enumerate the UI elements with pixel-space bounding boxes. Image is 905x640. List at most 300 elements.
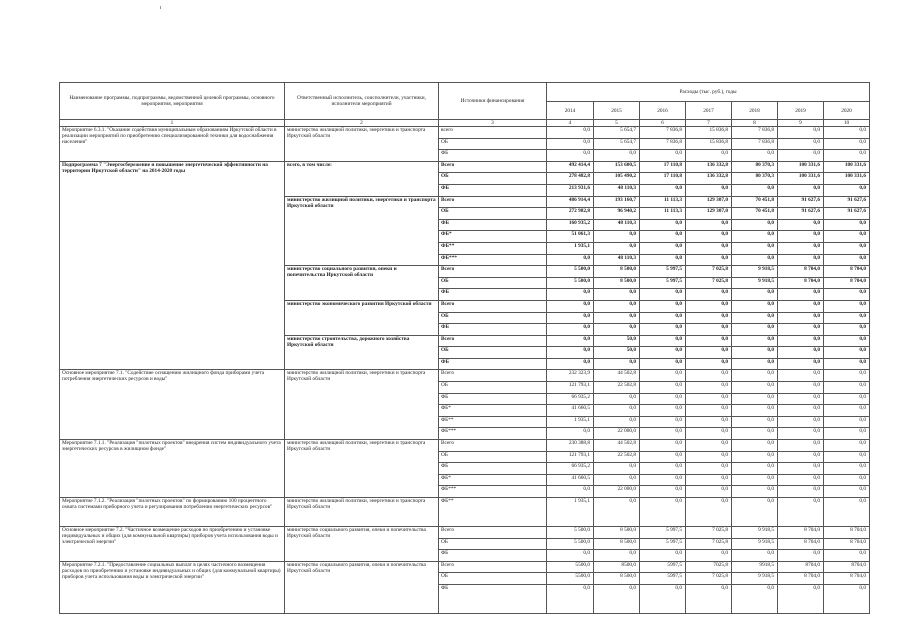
value-cell: 5500,0 bbox=[547, 573, 594, 585]
value-cell: 0,0 bbox=[640, 428, 686, 440]
scan-mark bbox=[160, 6, 161, 9]
value-cell: 0,0 bbox=[686, 440, 732, 452]
value-cell: 11 113,3 bbox=[640, 196, 686, 208]
source-cell: ОБ bbox=[439, 573, 547, 585]
value-cell: 5 500,0 bbox=[547, 527, 594, 539]
value-cell: 7 836,8 bbox=[640, 127, 686, 139]
program-name-cell: Основное мероприятие 7.1. "Содействие оснащению жилищного фонда приборами учета потребления энергетических ресурсов и воды" bbox=[60, 370, 285, 440]
value-cell: 70 451,8 bbox=[732, 208, 778, 220]
value-cell: 0,0 bbox=[824, 405, 870, 417]
source-cell: ОБ bbox=[439, 208, 547, 220]
value-cell: 0,0 bbox=[824, 428, 870, 440]
value-cell: 8 500,0 bbox=[594, 266, 640, 278]
value-cell: 0,0 bbox=[594, 405, 640, 417]
value-cell: 0,0 bbox=[732, 440, 778, 452]
column-index: 10 bbox=[824, 120, 870, 127]
value-cell: 0,0 bbox=[686, 312, 732, 324]
table-row bbox=[60, 127, 870, 139]
value-cell: 0,0 bbox=[732, 584, 778, 613]
value-cell: 0,0 bbox=[640, 405, 686, 417]
value-cell: 0,0 bbox=[778, 370, 824, 382]
value-cell: 7 025,8 bbox=[686, 573, 732, 585]
value-cell: 121 793,1 bbox=[547, 451, 594, 463]
value-cell: 0,0 bbox=[824, 312, 870, 324]
value-cell: 0,0 bbox=[732, 405, 778, 417]
value-cell: 9 918,5 bbox=[732, 527, 778, 539]
value-cell: 0,0 bbox=[686, 254, 732, 266]
value-cell: 0,0 bbox=[824, 498, 870, 527]
value-cell: 7 836,8 bbox=[732, 127, 778, 139]
source-cell: ОБ bbox=[439, 277, 547, 289]
responsible-cell: всего, в том числе: bbox=[285, 161, 439, 196]
year-header: 2018 bbox=[732, 102, 778, 120]
value-cell: 0,0 bbox=[640, 474, 686, 486]
responsible-cell: министерство жилищной политики, энергетики и транспорта Иркутской области bbox=[285, 370, 439, 440]
value-cell: 0,0 bbox=[732, 358, 778, 370]
source-cell: ФБ*** bbox=[439, 486, 547, 498]
value-cell: 22 000,0 bbox=[594, 486, 640, 498]
value-cell: 0,0 bbox=[778, 242, 824, 254]
source-cell: Всего bbox=[439, 196, 547, 208]
value-cell: 121 793,1 bbox=[547, 382, 594, 394]
source-cell: ФБ bbox=[439, 324, 547, 336]
value-cell: 0,0 bbox=[824, 382, 870, 394]
value-cell: 48 110,3 bbox=[594, 254, 640, 266]
value-cell: 0,0 bbox=[640, 312, 686, 324]
source-cell: ФБ bbox=[439, 393, 547, 405]
source-cell: ОБ bbox=[439, 138, 547, 150]
value-cell: 8500,0 bbox=[594, 561, 640, 573]
source-cell: ФБ* bbox=[439, 474, 547, 486]
value-cell: 0,0 bbox=[824, 358, 870, 370]
value-cell: 22 502,8 bbox=[594, 451, 640, 463]
program-name-cell: Подпрограмма 7 "Энергосбережение и повышение энергетической эффективности на территории Иркутской области" на 2014-2020 годы bbox=[60, 161, 285, 370]
value-cell: 7 025,8 bbox=[686, 538, 732, 550]
source-cell: ФБ* bbox=[439, 405, 547, 417]
year-header: 2020 bbox=[824, 102, 870, 120]
value-cell: 8 500,0 bbox=[594, 277, 640, 289]
value-cell: 9 918,5 bbox=[732, 538, 778, 550]
value-cell: 0,0 bbox=[732, 231, 778, 243]
source-cell: Всего bbox=[439, 266, 547, 278]
table-row bbox=[60, 498, 870, 527]
value-cell: 0,0 bbox=[640, 393, 686, 405]
header-name: Наименование программы, подпрограммы, ведомственной целевой программы, основного мероприятия, мероприятия bbox=[60, 83, 285, 120]
value-cell: 0,0 bbox=[824, 335, 870, 347]
value-cell: 0,0 bbox=[686, 584, 732, 613]
value-cell: 0,0 bbox=[594, 474, 640, 486]
table-row bbox=[60, 161, 870, 173]
value-cell: 0,0 bbox=[824, 463, 870, 475]
column-index: 3 bbox=[439, 120, 547, 127]
value-cell: 0,0 bbox=[640, 440, 686, 452]
value-cell: 0,0 bbox=[594, 289, 640, 301]
value-cell: 8 500,0 bbox=[594, 573, 640, 585]
value-cell: 153 600,5 bbox=[594, 161, 640, 173]
value-cell: 0,0 bbox=[547, 358, 594, 370]
table-row bbox=[60, 370, 870, 382]
value-cell: 0,0 bbox=[594, 550, 640, 562]
value-cell: 0,0 bbox=[686, 451, 732, 463]
value-cell: 0,0 bbox=[547, 335, 594, 347]
value-cell: 0,0 bbox=[824, 150, 870, 162]
value-cell: 8 704,0 bbox=[778, 277, 824, 289]
program-name-cell: Основное мероприятие 7.2. "Частичное возмещение расходов по приобретению и установке индивидуальных и общих (для коммунальной квартиры) приборов учета использования воды и электрической энергии" bbox=[60, 527, 285, 562]
value-cell: 1 935,1 bbox=[547, 498, 594, 527]
value-cell: 100 331,6 bbox=[824, 161, 870, 173]
value-cell: 5 500,0 bbox=[547, 277, 594, 289]
value-cell: 0,0 bbox=[778, 324, 824, 336]
value-cell: 0,0 bbox=[594, 312, 640, 324]
value-cell: 0,0 bbox=[640, 150, 686, 162]
value-cell: 5 997,5 bbox=[640, 538, 686, 550]
value-cell: 80 370,3 bbox=[732, 161, 778, 173]
column-index: 1 bbox=[60, 120, 285, 127]
source-cell: ОБ bbox=[439, 538, 547, 550]
value-cell: 0,0 bbox=[732, 150, 778, 162]
source-cell: ОБ bbox=[439, 451, 547, 463]
value-cell: 0,0 bbox=[686, 498, 732, 527]
value-cell: 486 914,4 bbox=[547, 196, 594, 208]
value-cell: 0,0 bbox=[732, 463, 778, 475]
value-cell: 0,0 bbox=[778, 550, 824, 562]
value-cell: 8 704,0 bbox=[824, 266, 870, 278]
budget-table-body bbox=[60, 127, 870, 614]
source-cell: Всего bbox=[439, 370, 547, 382]
value-cell: 0,0 bbox=[824, 416, 870, 428]
value-cell: 7 025,8 bbox=[686, 277, 732, 289]
value-cell: 5 997,5 bbox=[640, 527, 686, 539]
source-cell: ФБ** bbox=[439, 498, 547, 527]
value-cell: 5997,5 bbox=[640, 561, 686, 573]
value-cell: 0,0 bbox=[824, 289, 870, 301]
program-name-cell: Мероприятие 7.2.1. "Предоставление социальных выплат в целях частичного возмещения расходов по приобретению и установке индивидуальных и общих (для коммунальной квартиры) приборов учета использования воды и электрической энергии" bbox=[60, 561, 285, 613]
value-cell: 41 660,5 bbox=[547, 474, 594, 486]
value-cell: 0,0 bbox=[732, 370, 778, 382]
value-cell: 0,0 bbox=[732, 382, 778, 394]
table-row bbox=[60, 527, 870, 539]
value-cell: 0,0 bbox=[640, 242, 686, 254]
value-cell: 0,0 bbox=[686, 474, 732, 486]
value-cell: 0,0 bbox=[778, 300, 824, 312]
column-index: 5 bbox=[594, 120, 640, 127]
value-cell: 0,0 bbox=[594, 393, 640, 405]
value-cell: 5997,5 bbox=[640, 573, 686, 585]
value-cell: 80 370,3 bbox=[732, 173, 778, 185]
value-cell: 100 331,6 bbox=[824, 173, 870, 185]
source-cell: ФБ*** bbox=[439, 428, 547, 440]
value-cell: 0,0 bbox=[732, 428, 778, 440]
source-cell: ОБ bbox=[439, 312, 547, 324]
value-cell: 0,0 bbox=[778, 335, 824, 347]
value-cell: 66 935,2 bbox=[547, 463, 594, 475]
program-name-cell: Мероприятие 7.1.1. "Реализация "пилотных проектов" внедрения систем индивидуального учета энергетических ресурсов в жилищном фонде" bbox=[60, 440, 285, 498]
header-row bbox=[60, 83, 870, 102]
value-cell: 66 935,2 bbox=[547, 393, 594, 405]
value-cell: 5 500,0 bbox=[547, 538, 594, 550]
value-cell: 0,0 bbox=[824, 584, 870, 613]
value-cell: 0,0 bbox=[686, 416, 732, 428]
column-index-row bbox=[60, 120, 870, 127]
budget-table-sheet bbox=[59, 82, 869, 614]
value-cell: 15 836,8 bbox=[686, 138, 732, 150]
value-cell: 0,0 bbox=[732, 335, 778, 347]
source-cell: ОБ bbox=[439, 173, 547, 185]
value-cell: 17 110,8 bbox=[640, 173, 686, 185]
value-cell: 0,0 bbox=[640, 382, 686, 394]
value-cell: 9 918,5 bbox=[732, 266, 778, 278]
value-cell: 0,0 bbox=[547, 324, 594, 336]
table-row bbox=[60, 440, 870, 452]
value-cell: 0,0 bbox=[824, 231, 870, 243]
column-index: 4 bbox=[547, 120, 594, 127]
value-cell: 0,0 bbox=[686, 300, 732, 312]
value-cell: 0,0 bbox=[778, 312, 824, 324]
value-cell: 0,0 bbox=[778, 254, 824, 266]
value-cell: 0,0 bbox=[686, 486, 732, 498]
value-cell: 0,0 bbox=[824, 550, 870, 562]
value-cell: 96 940,2 bbox=[594, 208, 640, 220]
value-cell: 0,0 bbox=[824, 440, 870, 452]
responsible-cell: министерство жилищной политики, энергетики и транспорта Иркутской области bbox=[285, 498, 439, 527]
source-cell: ФБ bbox=[439, 289, 547, 301]
value-cell: 0,0 bbox=[732, 300, 778, 312]
value-cell: 0,0 bbox=[547, 127, 594, 139]
value-cell: 0,0 bbox=[547, 550, 594, 562]
value-cell: 7025,8 bbox=[686, 561, 732, 573]
source-cell: Всего bbox=[439, 561, 547, 573]
value-cell: 0,0 bbox=[778, 219, 824, 231]
value-cell: 136 332,8 bbox=[686, 161, 732, 173]
value-cell: 0,0 bbox=[778, 231, 824, 243]
value-cell: 492 414,4 bbox=[547, 161, 594, 173]
value-cell: 48 110,3 bbox=[594, 219, 640, 231]
value-cell: 0,0 bbox=[686, 324, 732, 336]
value-cell: 0,0 bbox=[732, 451, 778, 463]
value-cell: 9 918,5 bbox=[732, 277, 778, 289]
value-cell: 0,0 bbox=[594, 498, 640, 527]
value-cell: 0,0 bbox=[732, 242, 778, 254]
value-cell: 0,0 bbox=[686, 150, 732, 162]
value-cell: 0,0 bbox=[640, 451, 686, 463]
value-cell: 0,0 bbox=[778, 184, 824, 196]
value-cell: 0,0 bbox=[732, 312, 778, 324]
value-cell: 0,0 bbox=[640, 416, 686, 428]
value-cell: 0,0 bbox=[640, 231, 686, 243]
value-cell: 91 627,6 bbox=[824, 208, 870, 220]
header-expenses: Расходы (тыс. руб.), годы bbox=[547, 83, 870, 102]
value-cell: 0,0 bbox=[547, 428, 594, 440]
source-cell: ФБ bbox=[439, 584, 547, 613]
value-cell: 0,0 bbox=[778, 138, 824, 150]
source-cell: ФБ bbox=[439, 184, 547, 196]
source-cell: ФБ bbox=[439, 219, 547, 231]
value-cell: 8 500,0 bbox=[594, 527, 640, 539]
value-cell: 0,0 bbox=[824, 486, 870, 498]
value-cell: 91 627,6 bbox=[778, 196, 824, 208]
column-index: 9 bbox=[778, 120, 824, 127]
value-cell: 8 704,0 bbox=[824, 538, 870, 550]
value-cell: 8 704,0 bbox=[824, 277, 870, 289]
value-cell: 0,0 bbox=[686, 370, 732, 382]
value-cell: 0,0 bbox=[547, 300, 594, 312]
source-cell: ФБ bbox=[439, 550, 547, 562]
value-cell: 48 110,3 bbox=[594, 184, 640, 196]
value-cell: 0,0 bbox=[594, 416, 640, 428]
source-cell: ФБ bbox=[439, 463, 547, 475]
value-cell: 8704,0 bbox=[824, 561, 870, 573]
value-cell: 0,0 bbox=[732, 550, 778, 562]
source-cell: Всего bbox=[439, 335, 547, 347]
value-cell: 0,0 bbox=[686, 382, 732, 394]
value-cell: 0,0 bbox=[640, 486, 686, 498]
value-cell: 230 388,8 bbox=[547, 440, 594, 452]
value-cell: 129 307,0 bbox=[686, 196, 732, 208]
value-cell: 0,0 bbox=[686, 219, 732, 231]
value-cell: 0,0 bbox=[686, 242, 732, 254]
value-cell: 0,0 bbox=[778, 289, 824, 301]
value-cell: 51 061,3 bbox=[547, 231, 594, 243]
value-cell: 9 918,5 bbox=[732, 573, 778, 585]
value-cell: 0,0 bbox=[594, 231, 640, 243]
value-cell: 17 110,8 bbox=[640, 161, 686, 173]
value-cell: 50,0 bbox=[594, 335, 640, 347]
value-cell: 5 654,7 bbox=[594, 138, 640, 150]
value-cell: 0,0 bbox=[778, 428, 824, 440]
value-cell: 0,0 bbox=[778, 416, 824, 428]
value-cell: 0,0 bbox=[547, 312, 594, 324]
value-cell: 91 627,6 bbox=[778, 208, 824, 220]
value-cell: 193 160,7 bbox=[594, 196, 640, 208]
source-cell: ФБ* bbox=[439, 231, 547, 243]
value-cell: 0,0 bbox=[640, 358, 686, 370]
value-cell: 0,0 bbox=[824, 184, 870, 196]
value-cell: 105 490,2 bbox=[594, 173, 640, 185]
responsible-cell: министерство строительства, дорожного хозяйства Иркутской области bbox=[285, 335, 439, 370]
source-cell: ФБ*** bbox=[439, 254, 547, 266]
value-cell: 0,0 bbox=[778, 405, 824, 417]
value-cell: 0,0 bbox=[778, 347, 824, 359]
source-cell: Всего bbox=[439, 300, 547, 312]
value-cell: 0,0 bbox=[547, 150, 594, 162]
value-cell: 0,0 bbox=[686, 393, 732, 405]
source-cell: всего bbox=[439, 127, 547, 139]
value-cell: 8 704,0 bbox=[824, 573, 870, 585]
source-cell: ОБ bbox=[439, 347, 547, 359]
value-cell: 0,0 bbox=[732, 474, 778, 486]
column-index: 7 bbox=[686, 120, 732, 127]
value-cell: 0,0 bbox=[594, 242, 640, 254]
value-cell: 0,0 bbox=[640, 324, 686, 336]
value-cell: 0,0 bbox=[824, 300, 870, 312]
value-cell: 0,0 bbox=[824, 242, 870, 254]
value-cell: 0,0 bbox=[686, 335, 732, 347]
value-cell: 0,0 bbox=[594, 584, 640, 613]
value-cell: 0,0 bbox=[778, 498, 824, 527]
value-cell: 11 113,3 bbox=[640, 208, 686, 220]
value-cell: 0,0 bbox=[824, 393, 870, 405]
value-cell: 0,0 bbox=[640, 550, 686, 562]
value-cell: 0,0 bbox=[778, 127, 824, 139]
value-cell: 0,0 bbox=[778, 393, 824, 405]
value-cell: 0,0 bbox=[732, 324, 778, 336]
value-cell: 44 502,8 bbox=[594, 370, 640, 382]
year-header: 2015 bbox=[594, 102, 640, 120]
value-cell: 0,0 bbox=[732, 416, 778, 428]
value-cell: 0,0 bbox=[547, 138, 594, 150]
value-cell: 0,0 bbox=[640, 254, 686, 266]
value-cell: 50,0 bbox=[594, 347, 640, 359]
header-source: Источники финансирования bbox=[439, 83, 547, 120]
value-cell: 1 935,1 bbox=[547, 242, 594, 254]
program-name-cell: Мероприятие 7.1.2. "Реализация "пилотных проектов" по формированию 100 процентного охвата системами приборного учета и регулирования потребления энергетических ресурсов" bbox=[60, 498, 285, 527]
value-cell: 100 331,6 bbox=[778, 173, 824, 185]
value-cell: 44 502,8 bbox=[594, 440, 640, 452]
column-index: 8 bbox=[732, 120, 778, 127]
value-cell: 0,0 bbox=[824, 451, 870, 463]
value-cell: 0,0 bbox=[594, 300, 640, 312]
table-row bbox=[60, 561, 870, 573]
year-header: 2014 bbox=[547, 102, 594, 120]
value-cell: 0,0 bbox=[686, 289, 732, 301]
value-cell: 5 997,5 bbox=[640, 277, 686, 289]
year-header: 2017 bbox=[686, 102, 732, 120]
value-cell: 0,0 bbox=[778, 440, 824, 452]
year-header: 2019 bbox=[778, 102, 824, 120]
value-cell: 22 000,0 bbox=[594, 428, 640, 440]
responsible-cell: министерство экономического развития Иркутской области bbox=[285, 300, 439, 335]
value-cell: 0,0 bbox=[686, 184, 732, 196]
value-cell: 0,0 bbox=[686, 358, 732, 370]
responsible-cell: министерство социального развития, опеки и попечительства Иркутской области bbox=[285, 561, 439, 613]
source-cell: ФБ bbox=[439, 150, 547, 162]
value-cell: 272 982,8 bbox=[547, 208, 594, 220]
value-cell: 0,0 bbox=[640, 370, 686, 382]
value-cell: 8704,0 bbox=[778, 561, 824, 573]
value-cell: 91 627,6 bbox=[824, 196, 870, 208]
value-cell: 0,0 bbox=[732, 498, 778, 527]
value-cell: 5 654,7 bbox=[594, 127, 640, 139]
header-responsible: Ответственный исполнитель, соисполнители, участники, исполнители мероприятий bbox=[285, 83, 439, 120]
value-cell: 0,0 bbox=[824, 370, 870, 382]
responsible-cell: министерство социального развития, опеки и попечительства Иркутской области bbox=[285, 266, 439, 301]
value-cell: 0,0 bbox=[732, 289, 778, 301]
value-cell: 0,0 bbox=[640, 347, 686, 359]
value-cell: 7 836,8 bbox=[640, 138, 686, 150]
value-cell: 7 836,8 bbox=[732, 138, 778, 150]
value-cell: 15 836,8 bbox=[686, 127, 732, 139]
value-cell: 0,0 bbox=[640, 219, 686, 231]
column-index: 6 bbox=[640, 120, 686, 127]
value-cell: 278 482,8 bbox=[547, 173, 594, 185]
value-cell: 0,0 bbox=[640, 584, 686, 613]
value-cell: 0,0 bbox=[824, 254, 870, 266]
value-cell: 0,0 bbox=[778, 150, 824, 162]
value-cell: 0,0 bbox=[594, 463, 640, 475]
year-header: 2016 bbox=[640, 102, 686, 120]
value-cell: 0,0 bbox=[686, 231, 732, 243]
value-cell: 0,0 bbox=[686, 347, 732, 359]
value-cell: 5 997,5 bbox=[640, 266, 686, 278]
value-cell: 0,0 bbox=[778, 584, 824, 613]
value-cell: 0,0 bbox=[594, 150, 640, 162]
value-cell: 0,0 bbox=[732, 219, 778, 231]
value-cell: 0,0 bbox=[640, 184, 686, 196]
value-cell: 5 500,0 bbox=[547, 266, 594, 278]
value-cell: 0,0 bbox=[547, 486, 594, 498]
value-cell: 0,0 bbox=[640, 463, 686, 475]
value-cell: 0,0 bbox=[732, 254, 778, 266]
